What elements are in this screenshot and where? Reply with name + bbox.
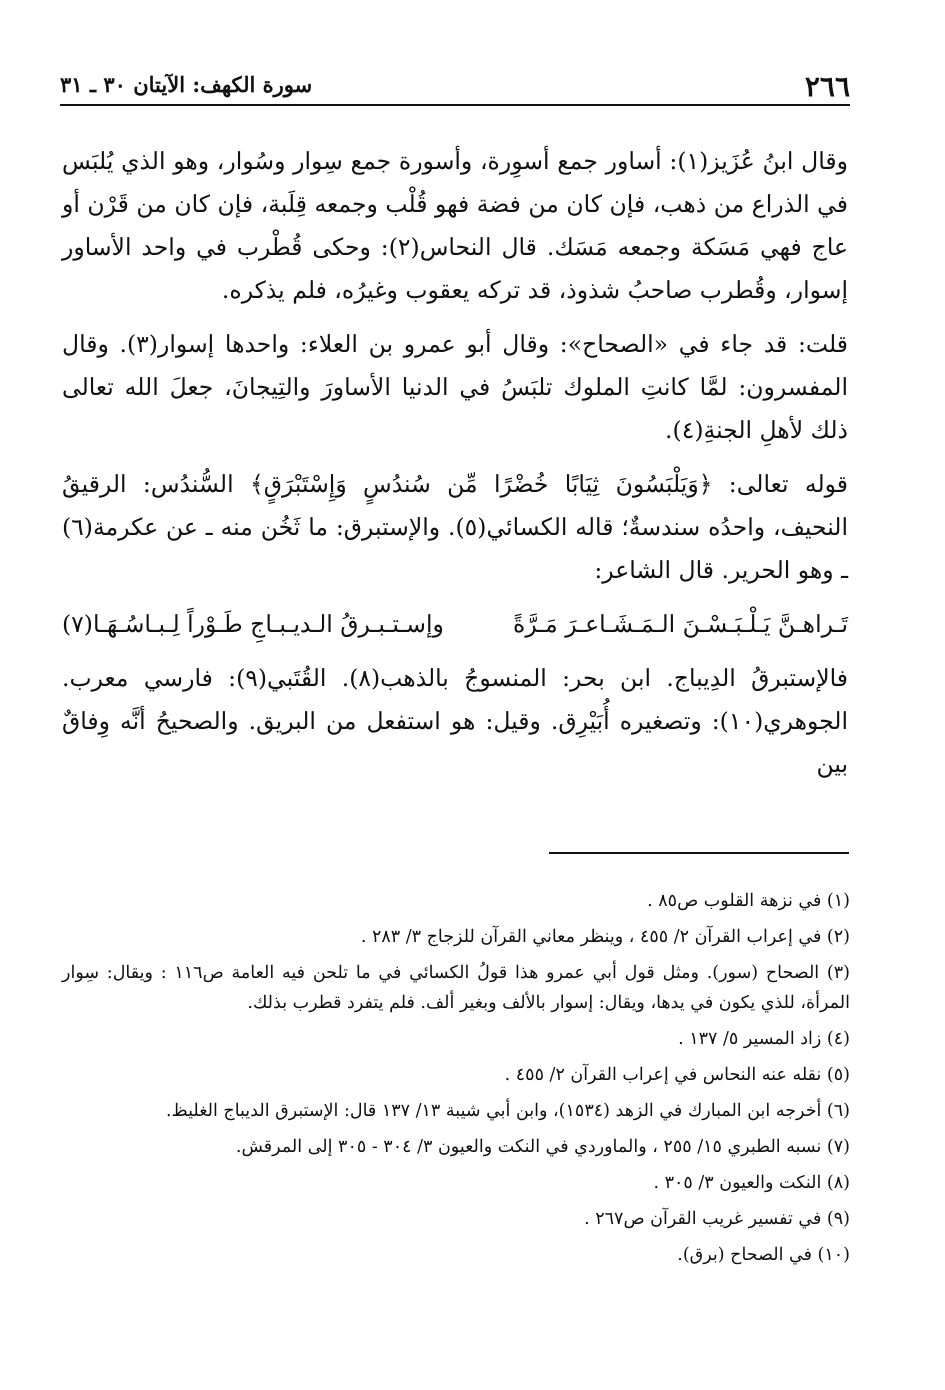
running-title: سورة الكهف: الآيتان ٣٠ ـ ٣١ xyxy=(60,72,313,97)
verse-second-hemistich: وإسـتـبـرقُ الـديـبـاجِ طَـوْراً لِـبـاسُـهَـا(٧) xyxy=(62,610,444,638)
footnote-8: (٨) النكت والعيون ٣/ ٣٠٥ . xyxy=(653,1173,850,1193)
paragraph-3: قوله تعالى: ﴿وَيَلْبَسُونَ ثِيَابًا خُضْرًا مِّن سُندُسٍ وَإِسْتَبْرَقٍ﴾ السُّندُس: الرقيقُ النحيف، واحدُه سندسةٌ؛ قاله الكسائي(٥). والإستبرق: ما ثَخُن منه ـ عن عكرمة(٦) ـ وهو الحرير. قال الشاعر: xyxy=(62,470,848,584)
footnote-7: (٧) نسبه الطبري ١٥/ ٢٥٥ ، والماوردي في النكت والعيون ٣/ ٣٠٤ - ٣٠٥ إلى المرقش. xyxy=(235,1137,850,1157)
footnote-4: (٤) زاد المسير ٥/ ١٣٧ . xyxy=(678,1029,850,1049)
footnote-2: (٢) في إعراب القرآن ٢/ ٤٥٥ ، وينظر معاني القرآن للزجاج ٣/ ٢٨٣ . xyxy=(360,927,850,947)
page-header xyxy=(60,66,850,102)
footnote-3: (٣) الصحاح (سور). ومثل قول أبي عمرو هذا قولُ الكسائي في ما تلحن فيه العامة ص١١٦ : ويقال: سِوار المرأة، للذي يكون في يدها، ويقال: إسوار بالألف وبغير ألف. فلم يتفرد قطرب بذلك. xyxy=(62,963,850,1013)
footnote-divider xyxy=(549,852,849,854)
main-text xyxy=(62,140,848,797)
paragraph-2: قلت: قد جاء في «الصحاح»: وقال أبو عمرو بن العلاء: واحدها إسوار(٣). وقال المفسرون: لمَّا كانتِ الملوك تلبَسُ في الدنيا الأساورَ والتِيجانَ، جعلَ الله تعالى ذلك لأهلِ الجنةِ(٤). xyxy=(62,330,848,444)
footnote-5: (٥) نقله عنه النحاس في إعراب القرآن ٢/ ٤٥٥ . xyxy=(504,1065,850,1085)
footnote-6: (٦) أخرجه ابن المبارك في الزهد (١٥٣٤)، وابن أبي شيبة ١٣/ ١٣٧ قال: الإستبرق الديباج الغليظ. xyxy=(165,1101,850,1121)
header-divider xyxy=(60,104,850,106)
paragraph-4: فالإستبرقُ الدِيباج. ابن بحر: المنسوجُ بالذهب(٨). القُتَبي(٩): فارسي معرب. الجوهري(١٠): وتصغيره أُبَيْرِق. وقيل: هو استفعل من البريق. والصحيحُ أنَّه وِفاقٌ بين xyxy=(62,664,849,778)
page-number: ٢٦٦ xyxy=(804,70,850,103)
verse-first-hemistich: تَـراهـنَّ يَـلْـبَـسْـنَ الـمَـشَـاعـرَ مَـرَّةً xyxy=(513,610,848,638)
footnote-9: (٩) في تفسير غريب القرآن ص٢٦٧ . xyxy=(584,1209,850,1229)
footnote-10: (١٠) في الصحاح (برق). xyxy=(677,1245,850,1265)
footnotes xyxy=(62,886,850,1276)
paragraph-1: وقال ابنُ عُزَيز(١): أساور جمع أسوِرة، وأسورة جمع سِوار وسُوار، وهو الذي يُلبَس في الذراع من ذهب، فإن كان من فضة فهو قُلْب وجمعه قِلَبة، فإن كان من قَرْن أو عاج فهي مَسَكة وجمعه مَسَك. قال النحاس(٢): وحكى قُطْرب في واحد الأساور إسوار، وقُطرب صاحبُ شذوذ، قد تركه يعقوب وغيرُه، فلم يذكره. xyxy=(62,147,848,304)
poetry-verse xyxy=(62,603,848,646)
footnote-1: (١) في نزهة القلوب ص٨٥ . xyxy=(647,891,850,911)
